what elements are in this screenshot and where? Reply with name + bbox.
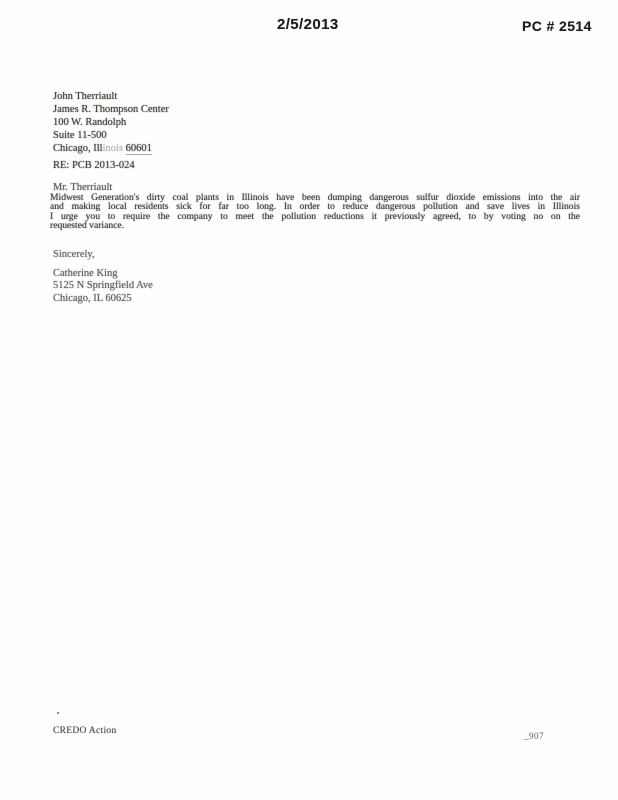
pc-number-stamp: PC # 2514 <box>522 18 592 34</box>
body-line: and making local residents sick for far too long. In order to reduce dangerous pollution and save lives in Illinois <box>50 201 580 213</box>
recipient-street: 100 W. Randolph <box>53 117 127 128</box>
organization-stamp: CREDO Action <box>53 726 117 736</box>
date-stamp: 2/5/2013 <box>277 16 339 33</box>
signer-city: Chicago, IL 60625 <box>53 292 132 304</box>
recipient-building: James R. Thompson Center <box>53 104 169 115</box>
page-number-stamp: _907 <box>524 731 544 741</box>
recipient-address <box>53 90 169 155</box>
body-paragraph <box>50 193 580 231</box>
salutation: Mr. Therriault <box>53 182 113 193</box>
recipient-city-line <box>53 142 169 155</box>
signer-name: Catherine King <box>53 268 118 279</box>
city-line-faded: inois <box>102 143 126 154</box>
scan-artifact-dot <box>57 712 59 714</box>
recipient-suite: Suite 11-500 <box>53 130 107 141</box>
body-line: I urge you to require the company to meet the pollution reductions it previously agreed, to by voting no on the <box>50 210 580 222</box>
re-line: RE: PCB 2013-024 <box>53 160 135 171</box>
city-line-zip: 60601 <box>125 143 152 154</box>
recipient-name: John Therriault <box>53 91 118 102</box>
body-line: requested variance. <box>50 220 125 232</box>
signature-block <box>53 268 153 305</box>
closing: Sincerely, <box>53 249 95 260</box>
signer-street: 5125 N Springfield Ave <box>53 280 153 292</box>
city-line-pre: Chicago, Ill <box>53 143 103 154</box>
body-line: Midwest Generation's dirty coal plants in Illinois have been dumping dangerous sulfur dioxide emissions into the air <box>50 192 580 203</box>
